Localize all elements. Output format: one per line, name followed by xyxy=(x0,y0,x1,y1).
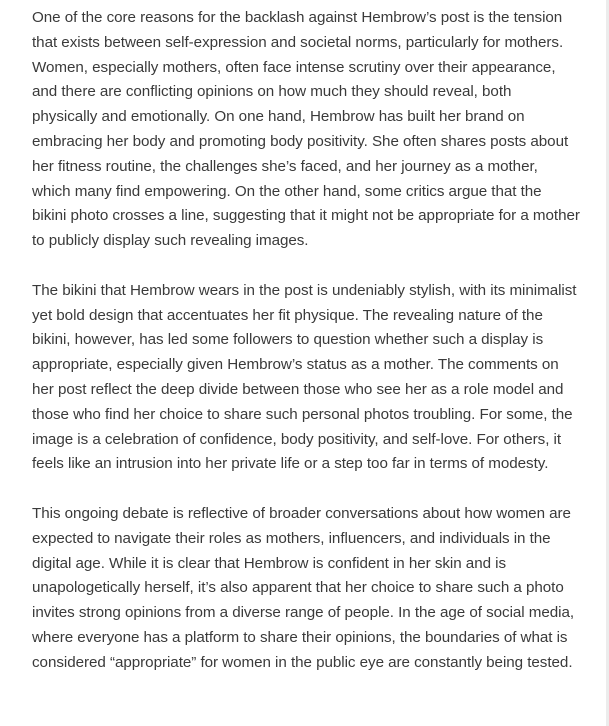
article-paragraph-2: The bikini that Hembrow wears in the post is undeniably stylish, with its minimalist yet bold design that accentuates her fit physique. The revealing nature of the bikini, however, has led some followers to question whether such a display is appropriate, especially given Hembrow’s status as a mother. The comments on her post reflect the deep divide between those who see her as a role model and those who find her choice to share such personal photos troubling. For some, the image is a celebration of confidence, body positivity, and self-love. For others, it feels like an intrusion into her private life or a step too far in terms of modesty. xyxy=(32,281,577,473)
article-paragraph-1: One of the core reasons for the backlash against Hembrow’s post is the tension that exists between self-expression and societal norms, particularly for mothers. Women, especially mothers, often face intense scrutiny over their appearance, and there are conflicting opinions on how much they should reveal, both physically and emotionally. On one hand, Hembrow has built her brand on embracing her body and promoting body positivity. She often shares posts about her fitness routine, the challenges she’s faced, and her journey as a mother, which many find empowering. On the other hand, some critics argue that the bikini photo crosses a line, suggesting that it might not be appropriate for a mother to publicly display such revealing images. xyxy=(32,9,580,250)
article-body xyxy=(32,6,580,700)
article-paragraph-3: This ongoing debate is reflective of broader conversations about how women are expected to navigate their roles as mothers, influencers, and individuals in the digital age. While it is clear that Hembrow is confident in her skin and is unapologetically herself, it’s also apparent that her choice to share such a photo invites strong opinions from a diverse range of people. In the age of social media, where everyone has a platform to share their opinions, the boundaries of what is considered “appropriate” for women in the public eye are constantly being tested. xyxy=(32,504,575,671)
